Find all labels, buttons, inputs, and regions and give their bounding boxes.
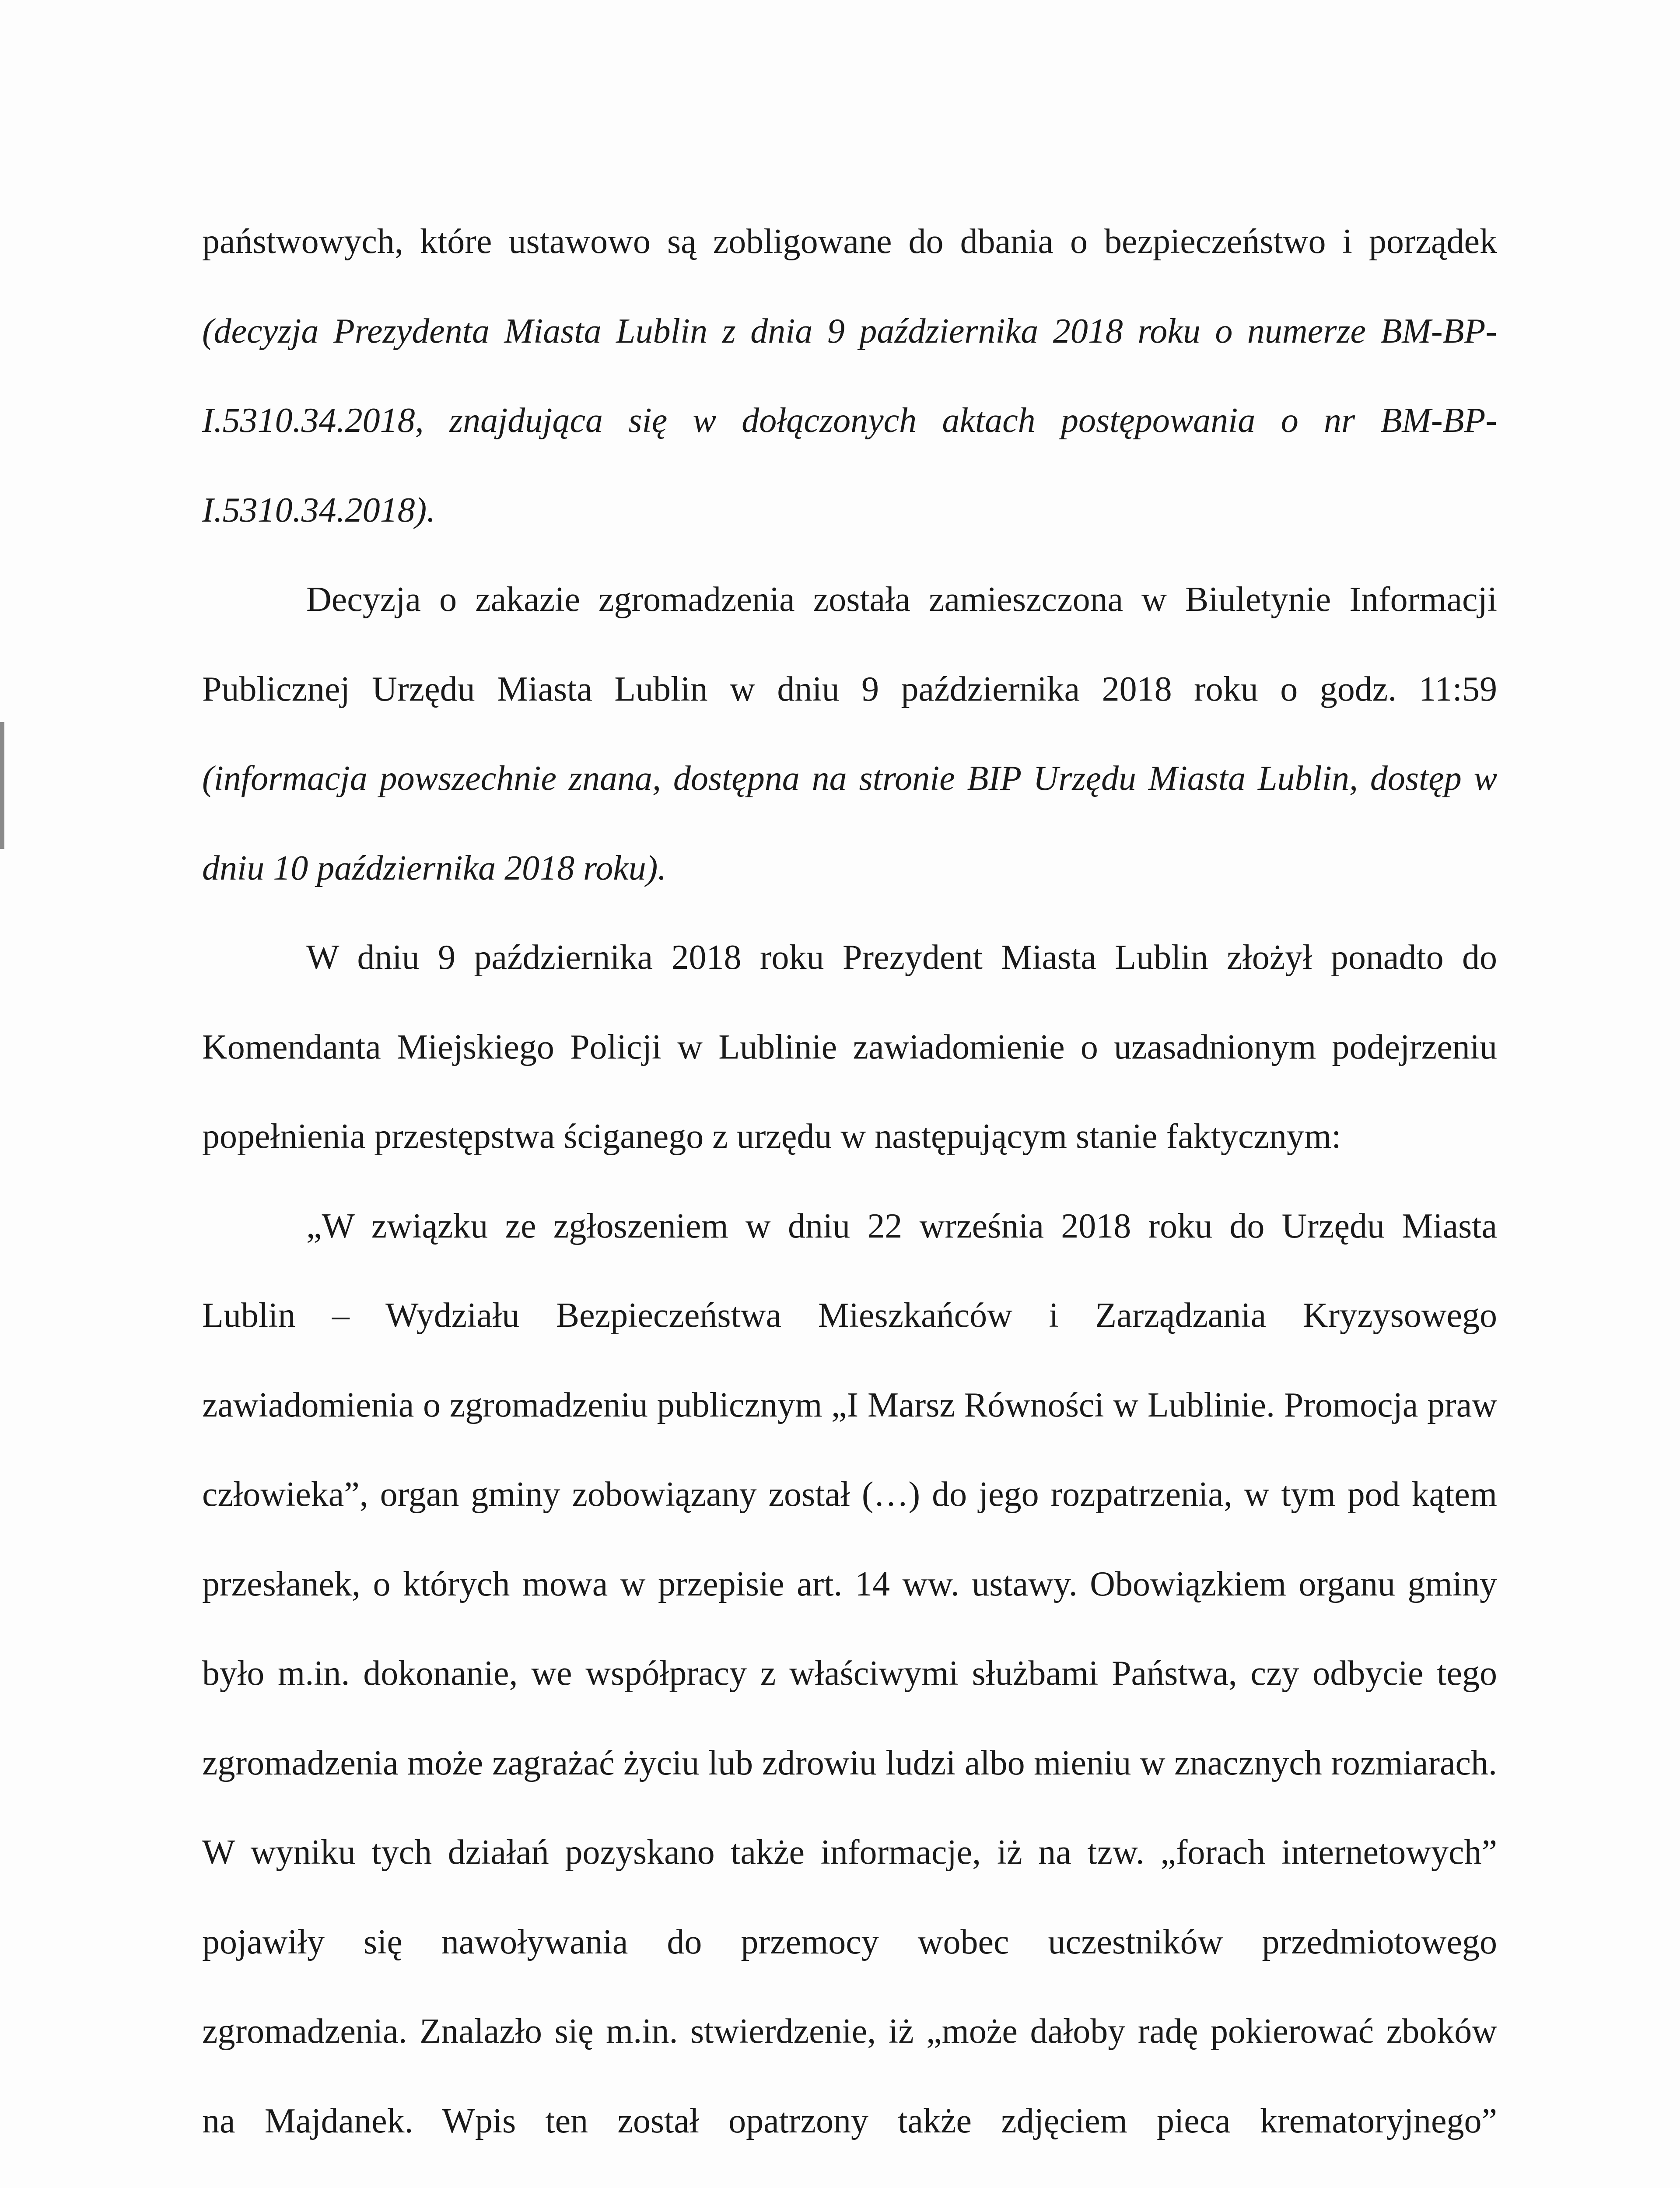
paragraph-1	[202, 197, 1497, 555]
scan-edge-mark	[0, 722, 4, 849]
paragraph-1-text: państwowych, które ustawowo są zobligowane do dbania o bezpieczeństwo i porządek	[202, 222, 1497, 261]
paragraph-1-citation: (decyzja Prezydenta Miasta Lublin z dnia 9 października 2018 roku o numerze BM-BP-I.5310.34.2018, znajdująca się w dołączonych aktach postępowania o nr BM-BP-I.5310.34.2018).	[202, 312, 1497, 529]
paragraph-2-citation: (informacja powszechnie znana, dostępna na stronie BIP Urzędu Miasta Lublin, dostęp w dniu 10 października 2018 roku).	[202, 759, 1497, 887]
document-body	[202, 197, 1497, 2188]
paragraph-2-text: Decyzja o zakazie zgromadzenia została zamieszczona w Biuletynie Informacji Publicznej Urzędu Miasta Lublin w dniu 9 października 2018 roku o godz. 11:59	[202, 580, 1497, 708]
paragraph-4-quote	[202, 1182, 1497, 2188]
paragraph-4-text: „W związku ze zgłoszeniem w dniu 22 września 2018 roku do Urzędu Miasta Lublin – Wydziału Bezpieczeństwa Mieszkańców i Zarządzania Kryzysowego zawiadomienia o zgromadzeniu publicznym „I Marsz Równości w Lublinie. Promocja praw człowieka”, organ gminy zobowiązany został (…) do jego rozpatrzenia, w tym pod kątem przesłanek, o których mowa w przepisie art. 14 ww. ustawy. Obowiązkiem organu gminy było m.in. dokonanie, we współpracy z właściwymi służbami Państwa, czy odbycie tego zgromadzenia może zagrażać życiu lub zdrowiu ludzi albo mieniu w znacznych rozmiarach. W wyniku tych działań pozyskano także informacje, iż na tzw. „forach internetowych” pojawiły się nawoływania do przemocy wobec uczestników przedmiotowego zgromadzenia. Znalazło się m.in. stwierdzenie, iż „może dałoby radę pokierować zboków na Majdanek. Wpis ten został opatrzony także zdjęciem pieca krematoryjnego”	[202, 1206, 1497, 2140]
paragraph-2	[202, 555, 1497, 913]
paragraph-3	[202, 913, 1497, 1182]
paragraph-3-text: W dniu 9 października 2018 roku Prezydent Miasta Lublin złożył ponadto do Komendanta Miejskiego Policji w Lublinie zawiadomienie o uzasadnionym podejrzeniu popełnienia przestępstwa ściganego z urzędu w następującym stanie faktycznym:	[202, 938, 1497, 1156]
